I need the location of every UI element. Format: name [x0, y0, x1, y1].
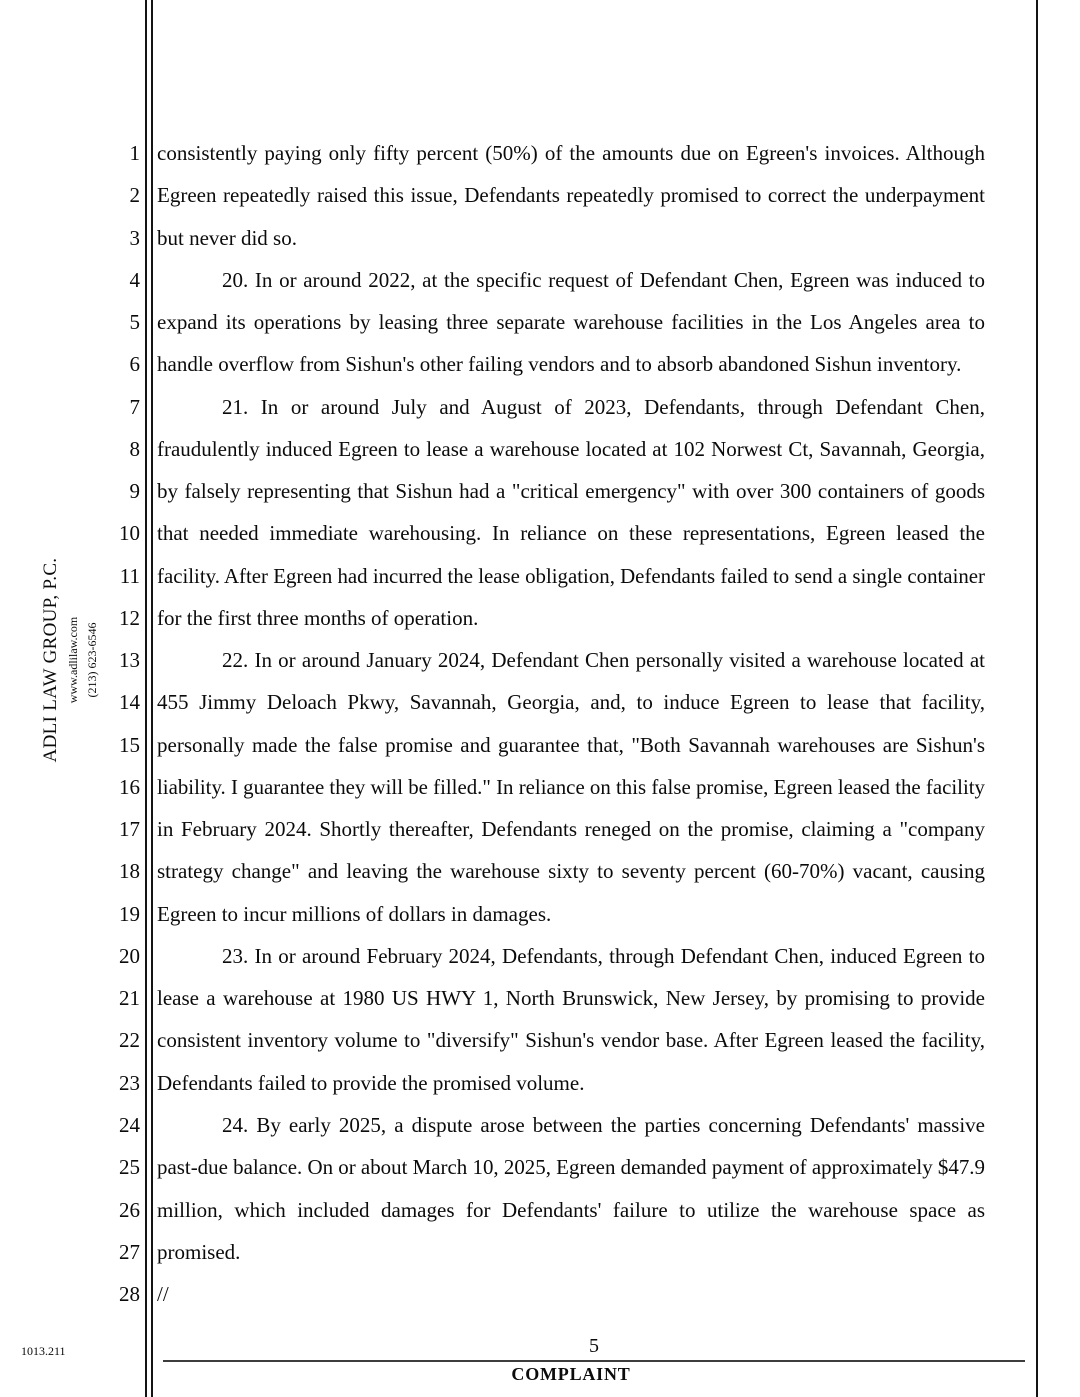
- line-number: 24: [119, 1112, 140, 1137]
- pleading-line: that needed immediate warehousing. In reliance on these representations, Egreen leased the: [157, 521, 985, 546]
- line-number: 23: [119, 1070, 140, 1095]
- line-number: 10: [119, 521, 140, 546]
- law-firm-website: www.adlilaw.com: [66, 616, 80, 704]
- pleading-line: for the first three months of operation.: [157, 605, 479, 630]
- line-number: 26: [119, 1197, 140, 1222]
- line-number: 20: [119, 943, 140, 968]
- line-number: 2: [129, 183, 140, 208]
- pleading-line: by falsely representing that Sishun had a "critical emergency" with over 300 containers of goods: [157, 479, 985, 504]
- pleading-line: but never did so.: [157, 225, 297, 250]
- pleading-line: Egreen repeatedly raised this issue, Defendants repeatedly promised to correct the underpayment: [157, 183, 985, 208]
- line-number: 12: [119, 605, 140, 630]
- pleading-line: liability. I guarantee they will be filled." In reliance on this false promise, Egreen leased the facility: [157, 774, 985, 799]
- pleading-line: 23. In or around February 2024, Defendants, through Defendant Chen, induced Egreen to: [222, 943, 985, 968]
- pleading-line: Egreen to incur millions of dollars in damages.: [157, 901, 552, 926]
- pleading-line: consistently paying only fifty percent (50%) of the amounts due on Egreen's invoices. Although: [157, 141, 985, 165]
- line-number: 13: [119, 648, 140, 673]
- page-number: 5: [589, 1335, 599, 1357]
- line-number: 17: [119, 817, 140, 842]
- pleading-line: personally made the false promise and guarantee that, "Both Savannah warehouses are Sishun's: [157, 732, 985, 757]
- line-number: 21: [119, 986, 140, 1011]
- line-number: 4: [129, 267, 140, 292]
- law-firm-phone: (213) 623-6546: [85, 622, 99, 698]
- pleading-line: lease a warehouse at 1980 US HWY 1, North Brunswick, New Jersey, by promising to provide: [157, 986, 985, 1011]
- line-number: 14: [119, 690, 140, 715]
- line-number: 7: [129, 394, 140, 419]
- line-number: 25: [119, 1155, 140, 1180]
- right-margin-rule: [1036, 0, 1038, 1397]
- pleading-line: fraudulently induced Egreen to lease a warehouse located at 102 Norwest Ct, Savannah, Georgia,: [157, 436, 985, 461]
- line-number: 15: [119, 732, 140, 757]
- line-number: 11: [119, 563, 140, 588]
- line-number: 1: [129, 141, 140, 165]
- pleading-line: 22. In or around January 2024, Defendant Chen personally visited a warehouse located at: [222, 648, 985, 673]
- pleading-line: strategy change" and leaving the warehouse sixty to seventy percent (60-70%) vacant, causing: [157, 859, 985, 884]
- document-title: COMPLAINT: [511, 1364, 631, 1384]
- pleading-line: 24. By early 2025, a dispute arose between the parties concerning Defendants' massive: [222, 1112, 985, 1137]
- pleading-line: in February 2024. Shortly thereafter, Defendants reneged on the promise, claiming a "company: [157, 817, 985, 842]
- line-number: 6: [129, 352, 140, 377]
- pleading-line: expand its operations by leasing three separate warehouse facilities in the Los Angeles area to: [157, 310, 985, 335]
- line-number: 19: [119, 901, 140, 926]
- pleading-line: promised.: [157, 1239, 241, 1264]
- pleading-line: Defendants failed to provide the promised volume.: [157, 1070, 585, 1095]
- footer-rule: [163, 1360, 1025, 1362]
- pleading-line: million, which included damages for Defendants' failure to utilize the warehouse space as: [157, 1197, 985, 1222]
- line-number: 8: [129, 436, 140, 461]
- document-id-number: 1013.211: [21, 1344, 66, 1358]
- left-margin-rule-inner: [151, 0, 153, 1397]
- line-number: 3: [129, 225, 140, 250]
- pleading-line: facility. After Egreen had incurred the lease obligation, Defendants failed to send a single container: [157, 563, 985, 588]
- law-firm-name: ADLI LAW GROUP, P.C.: [40, 557, 61, 763]
- pleading-line: consistent inventory volume to "diversify" Sishun's vendor base. After Egreen leased the facility,: [157, 1028, 985, 1053]
- line-number: 22: [119, 1028, 140, 1053]
- line-number: 18: [119, 859, 140, 884]
- line-number: 9: [129, 479, 140, 504]
- pleading-line: 20. In or around 2022, at the specific request of Defendant Chen, Egreen was induced to: [222, 267, 985, 292]
- line-number: 27: [119, 1239, 140, 1264]
- line-number: 28: [119, 1282, 140, 1307]
- line-number: 5: [129, 310, 140, 335]
- pleading-line: past-due balance. On or about March 10, 2025, Egreen demanded payment of approximately $47.9: [157, 1155, 985, 1180]
- pleading-line: 455 Jimmy Deloach Pkwy, Savannah, Georgia, and, to induce Egreen to lease that facility,: [157, 690, 985, 715]
- pleading-line: handle overflow from Sishun's other failing vendors and to absorb abandoned Sishun inventory.: [157, 352, 962, 377]
- left-margin-rule-outer: [145, 0, 147, 1397]
- pleading-line: //: [157, 1282, 169, 1307]
- pleading-line: 21. In or around July and August of 2023, Defendants, through Defendant Chen,: [222, 394, 985, 419]
- line-number: 16: [119, 774, 140, 799]
